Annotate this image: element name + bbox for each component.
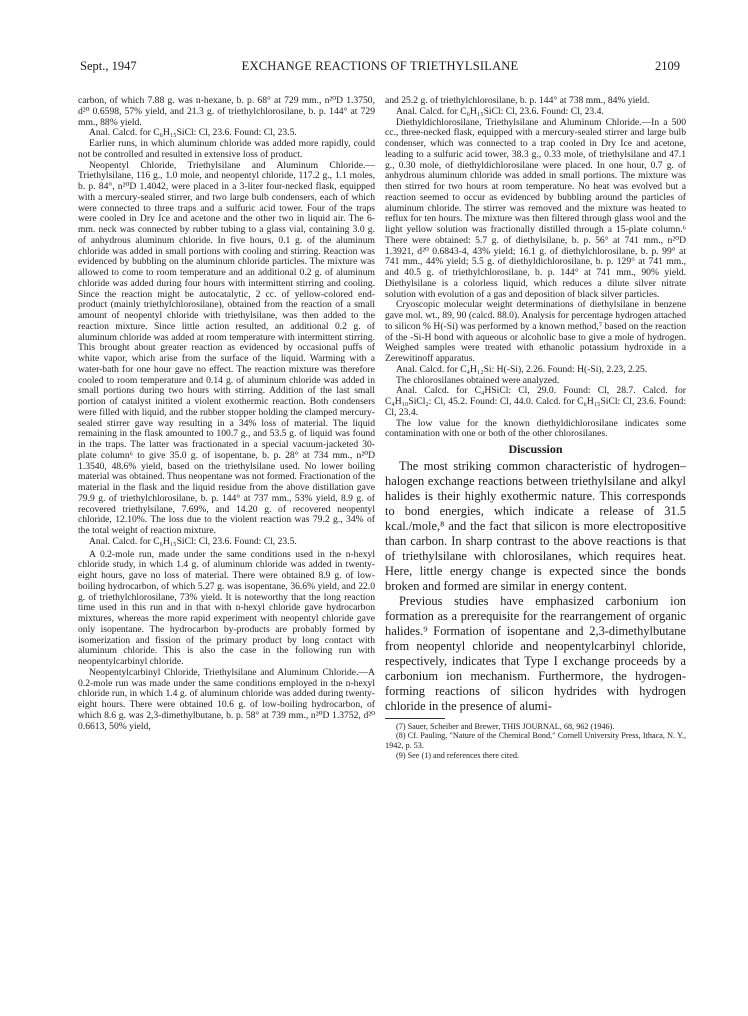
left-column (78, 96, 375, 732)
discussion-paragraph: Previous studies have emphasized carbonium ion formation as a prerequisite for the rearrangement of organic halides.⁹ Formation of isopentane and 2,3-dimethylbutane from neopentyl chloride and neopentylcarbinyl chloride, respectively, indicates that Type I exchange proceeds by a carbonium ion mechanism. Furthermore, the hydrogen-forming reactions of silicon hydrides with hydrogen chloride in the presence of alumi- (385, 593, 686, 713)
running-title: EXCHANGE REACTIONS OF TRIETHYLSILANE (241, 59, 519, 73)
paragraph: Cryoscopic molecular weight determinations of diethylsilane in benzene gave mol. wt., 89, 90 (calcd. 88.0). Analysis for percentage hydrogen attached to silicon % H(-Si) was performed by a known method,⁷ based on the reaction of the -Si-H bond with aqueous or alcoholic base to give a mole of hydrogen. Weighed samples were treated with ethanolic potassium hydroxide in a Zerewitinoff apparatus. (385, 299, 686, 364)
footnote: (7) Sauer, Scheiber and Brewer, THIS JOURNAL, 68, 962 (1946). (396, 721, 615, 731)
page-number: 2109 (655, 59, 680, 73)
footnote-rule (385, 718, 445, 719)
header-date: Sept., 1947 (80, 59, 137, 73)
analysis-line: Anal. Calcd. for C₄H₁₂Si: H(-Si), 2.26. Found: H(-Si), 2.23, 2.25. (396, 363, 648, 375)
discussion-body (385, 459, 686, 714)
analysis-line: Anal. Calcd. for C₄HSiCl: Cl, 29.0. Found: Cl, 28.7. Calcd. for C₄H₁₀SiCl₂: Cl, 45.2. Found: Cl, 44.0. Calcd. for C₆H₁₅SiCl: Cl, 23.6. Found: Cl, 23.4. (385, 385, 686, 418)
paragraph: carbon, of which 7.88 g. was n-hexane, b. p. 68° at 729 mm., n²⁰D 1.3750, d²⁰ 0.6598, 57% yield, and 21.3 g. of triethylchlorosilane, b. p. 144° at 729 mm., 88% yield. (78, 95, 375, 128)
paragraph: Earlier runs, in which aluminum chloride was added more rapidly, could not be controlled and resulted in extensive loss of product. (78, 138, 375, 160)
paragraph: A 0.2-mole run, made under the same conditions used in the n-hexyl chloride study, in which 1.4 g. of aluminum chloride was added in twenty-eight hours, gave no loss of material. There were obtained 8.9 g. of low-boiling hydrocarbon, of which 5.27 g. was isopentane, 36.6% yield, and 22.0 g. of triethylchlorosilane, 73% yield. It is noteworthy that the long reaction time used in this run and in that with n-hexyl chloride gave hydrocarbon mixtures, whereas the more rapid experiment with neopentyl chloride gave only isopentane. The hydrocarbon by-products are probably formed by isomerization and fission of the primary product by long contact with aluminum chloride. This is also the case in the following run with neopentylcarbinyl chloride. (78, 548, 375, 667)
analysis-line: Anal. Calcd. for C₆H₁₅SiCl: Cl, 23.6. Found: Cl, 23.5. (89, 127, 297, 139)
page-header (80, 59, 680, 77)
neopentylcarbinyl-run-paragraph: Neopentylcarbinyl Chloride, Triethylsilane and Aluminum Chloride.—A 0.2-mole run was made under the same conditions employed in the n-hexyl chloride run, in which 1.4 g. of aluminum chloride was added during twenty-eight hours. There were obtained 10.6 g. of low-boiling hydrocarbon, of which 8.6 g. was 2,3-dimethylbutane, b. p. 58° at 739 mm., n²⁰D 1.3752, d²⁰ 0.6613, 50% yield, (78, 666, 375, 732)
discussion-paragraph: The most striking common characteristic of hydrogen–halogen exchange reactions between triethylsilane and alkyl halides is their highly exothermic nature. This corresponds to bond energies, which indicate a release of 31.5 kcal./mole,⁸ and the fact that silicon is more electropositive than carbon. In sharp contrast to the above reactions is that of triethylsilane with chlorosilanes, which requires heat. Here, little energy change is expected since the bonds broken and formed are similar in energy content. (385, 458, 686, 593)
footnote: (8) Cf. Pauling, "Nature of the Chemical Bond," Cornell University Press, Ithaca, N. Y., 1942, p. 53. (385, 731, 686, 750)
paragraph: The chlorosilanes obtained were analyzed. (396, 374, 560, 386)
paragraph: The low value for the known diethyldichlorosilane indicates some contamination with one or both of the other chlorosilanes. (385, 417, 686, 440)
right-column (385, 96, 686, 760)
footnote: (9) See (1) and references there cited. (396, 750, 519, 760)
analysis-line: Anal. Calcd. for C₆H₁₅SiCl: Cl, 23.6. Found: Cl, 23.5. (89, 535, 297, 547)
paragraph: and 25.2 g. of triethylchlorosilane, b. p. 144° at 738 mm., 84% yield. (385, 95, 650, 106)
analysis-line: Anal. Calcd. for C₆H₁₅SiCl: Cl, 23.6. Found: Cl, 23.4. (396, 105, 604, 117)
diethyldichlorosilane-run-paragraph: Diethyldichlorosilane, Triethylsilane and Aluminum Chloride.—In a 500 cc., three-necked flask, equipped with a mercury-sealed stirrer and large bulb condenser, which was connected to a trap cooled in Dry Ice and acetone, leading to a sulfuric acid tower, 38.3 g., 0.33 mole, of triethylsilane and 47.1 g., 0.30 mole, of diethyldichlorosilane were placed. In one hour, 0.7 g. of anhydrous aluminum chloride was added in small portions. The mixture was then stirred for two hours at room temperature. No heat was evolved but a reaction seemed to occur as evidenced by bubbling around the particles of aluminum chloride. The stirrer was removed and the mixture was heated to reflux for ten hours. The mixture was then filtered through glass wool and the light yellow solution was fractionally distilled through a 15-plate column.⁶ There were obtained: 5.7 g. of diethylsilane, b. p. 56° at 741 mm., n²⁰D 1.3921, d²⁰ 0.6843-4, 43% yield; 16.1 g. of diethylchlorosilane, b. p. 99° at 741 mm., 44% yield; 5.5 g. of diethyldichlorosilane, b. p. 129° at 741 mm., and 40.5 g. of triethylchlorosilane, b. p. 144° at 741 mm., 90% yield. Diethylsilane is a colorless liquid, which reduces a dilute silver nitrate solution with evolution of a gas and deposition of black silver particles. (385, 116, 686, 300)
neopentyl-run-paragraph: Neopentyl Chloride, Triethylsilane and Aluminum Chloride.—Triethylsilane, 116 g., 1.0 mole, and neopentyl chloride, 117.2 g., 1.1 moles, b. p. 84°, n²⁰D 1.4042, were placed in a 3-liter four-necked flask, equipped with a mercury-sealed stirrer, and two large bulb condensers, each of which were connected to three traps and a sulfuric acid tower. Four of the traps were cooled in Dry Ice and acetone and the other two in liquid air. The 6-mm. neck was connected by rubber tubing to a glass vial, containing 3.0 g. of anhydrous aluminum chloride. In five hours, 0.1 g. of the aluminum chloride was added in small portions with cooling and stirring. Reaction was evidenced by bubbling on the aluminum chloride particles. The mixture was allowed to come to room temperature and an additional 0.2 g. of aluminum chloride was added during four hours with intermittent stirring and cooling. Since the reaction might be autocatalytic, 2 cc. of yellow-colored end-product (mainly triethylchlorosilane), obtained from the reaction of a small amount of neopentyl chloride with triethylsilane, was then added to the reaction mixture. Since little action resulted, an additional 0.2 g. of aluminum chloride was added at room temperature with intermittent stirring. This brought about greater reaction as evidenced by occasional puffs of white vapor, which arise from the surface of the liquid. Warming with a water-bath for one hour gave no effect. The reaction mixture was therefore cooled to room temperature and 0.14 g. of aluminum chloride was added in small portions during two hours with stirring. Addition of the last small portion of catalyst initited a violent exothermic reaction. Both condensers were filled with liquid, and the rubber stopper holding the clamped mercury-sealed stirrer gave way resulting in a 34% loss of material. The liquid remaining in the flask amounted to 100.7 g., and 53.5 g. of liquid was found in the traps. The latter was fractionated in a special vacuum-jacketed 30-plate column⁶ to give 35.0 g. of isopentane, b. p. 28° at 734 mm., n²⁰D 1.3540, 48.6% yield, based on the triethylsilane used. No lower boiling material was obtained. Thus neopentane was not formed. Fractionation of the material in the flask and the liquid residue from the above distillation gave 79.9 g. of triethylchlorosilane, b. p. 144° at 737 mm., 53% yield, 8.9 g. of recovered triethylsilane, 7.69%, and 14.20 g. of recovered neopentyl chloride, 12.10%. The loss due to the violent reaction was 79.2 g., 34% of the total weight of reaction mixture. (78, 159, 375, 536)
discussion-heading: Discussion (508, 442, 563, 456)
